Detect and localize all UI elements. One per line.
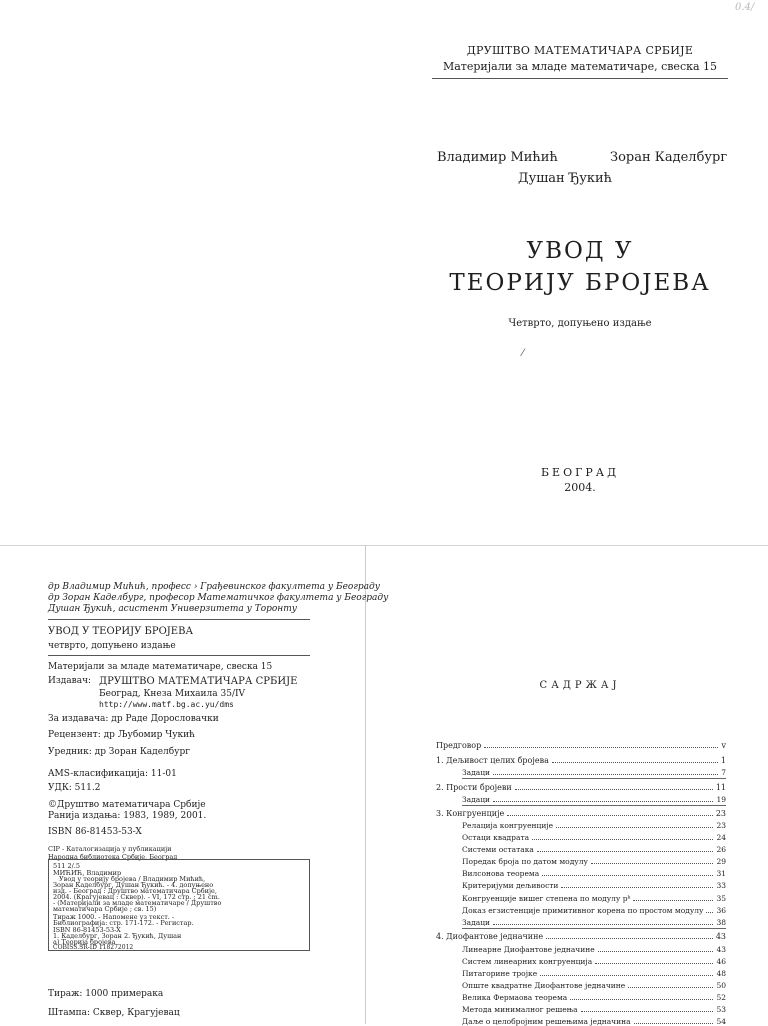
cip-line: 2004. (Крагујевац : Сквер). - VI, 172 стр. ; 21 cm.: [53, 893, 220, 901]
author-djukic: Душан Ђукић: [518, 171, 613, 186]
toc-entry-page: 54: [716, 1017, 726, 1026]
toc-leader-dots: [595, 963, 713, 964]
toc-entry: [436, 792, 726, 804]
toc-leader-dots: [507, 815, 713, 816]
ams-classification: AMS-класификација: 11-01: [48, 769, 177, 779]
toc-entry-label: Конгруенције вишег степена по модулу pᵏ: [462, 894, 631, 903]
publication-city: БЕОГРАД: [540, 466, 620, 479]
toc-entry: [436, 942, 726, 954]
copyright-series: Материјали за младе математичаре, свеска 15: [48, 662, 273, 672]
publication-year: 2004.: [564, 481, 596, 494]
reviewer: Рецензент: др Љубомир Чукић: [48, 730, 195, 740]
pencil-mark: ⁄: [522, 348, 524, 359]
author-info-3: Душан Ђукић, асистент Универзитета у Торонту: [48, 604, 297, 614]
author-micic: Владимир Мићић: [437, 150, 558, 165]
cip-line: Библиографија: стр. 171-172. - Регистар.: [53, 919, 194, 927]
toc-leader-dots: [493, 801, 713, 802]
toc-entry-label: Задаци: [462, 768, 491, 777]
publisher-name: ДРУШТВО МАТЕМАТИЧАРА СРБИЈЕ: [466, 44, 694, 57]
copyright-rule-1: [48, 619, 310, 620]
cip-line: 1. Каделбург, Зоран 2. Ђукић, Душан: [53, 932, 182, 940]
toc-entry-page: 33: [716, 881, 726, 890]
isbn: ISBN 86-81453-53-X: [48, 827, 142, 837]
toc-entry: [436, 753, 726, 765]
toc-leader-dots: [542, 875, 713, 876]
toc-entry-page: 38: [716, 918, 726, 927]
toc-leader-dots: [561, 887, 713, 888]
toc-entry-label: 1. Дељивост целих бројева: [436, 756, 549, 765]
toc-entry-label: Задаци: [462, 918, 491, 927]
toc-entry-page: 48: [716, 969, 726, 978]
copyright-rule-2: [48, 655, 310, 656]
editor: Уредник: др Зоран Каделбург: [48, 747, 190, 757]
page-divider-vertical: [365, 545, 366, 1024]
publisher-address: Београд, Кнеза Михаила 35/IV: [99, 689, 246, 699]
udk-code: УДК: 511.2: [48, 783, 101, 793]
page-divider-horizontal: [0, 545, 768, 546]
toc-section-rule: [462, 778, 726, 779]
toc-entry: [436, 954, 726, 966]
toc-entry: [436, 929, 726, 941]
toc-entry: [436, 854, 726, 866]
toc-entry-label: Даље о целобројним решењима једначина: [462, 1017, 631, 1026]
copyright-book-title: УВОД У ТЕОРИЈУ БРОЈЕВА: [48, 626, 194, 637]
toc-entry-label: Линеарне Диофантове једначине: [462, 945, 595, 954]
toc-entry-page: 23: [715, 809, 726, 818]
toc-entry-label: Питагорине тројке: [462, 969, 538, 978]
toc-entry-label: Задаци: [462, 795, 491, 804]
cip-line: изд. - Београд : Друштво математичара Србије,: [53, 887, 217, 895]
toc-entry: [436, 903, 726, 915]
toc-entry-page: 43: [716, 945, 726, 954]
toc-leader-dots: [540, 975, 713, 976]
toc-entry-page: 52: [716, 993, 726, 1002]
toc-entry: [436, 765, 726, 777]
cip-line: математичара Србије ; св. 15): [53, 905, 157, 913]
toc-leader-dots: [628, 987, 713, 988]
author-info-1: др Владимир Мићић, професс › Грађевинског факултета у Београду: [48, 582, 380, 592]
toc-entry-label: Критеријуми дељивости: [462, 881, 559, 890]
toc-entry: [436, 830, 726, 842]
header-rule: [432, 78, 728, 79]
toc-entry-page: 53: [716, 1005, 726, 1014]
book-title-line-2: ТЕОРИЈУ БРОЈЕВА: [449, 270, 711, 296]
toc-leader-dots: [598, 951, 714, 952]
toc-entry-page: 36: [716, 906, 726, 915]
toc-leader-dots: [493, 924, 713, 925]
publisher-url: http://www.matf.bg.ac.yu/dms: [99, 700, 234, 709]
toc-leader-dots: [706, 912, 713, 913]
toc-entry-page: 24: [716, 833, 726, 842]
toc-entry-page: 43: [715, 932, 726, 941]
copyright-edition: четврто, допуњено издање: [48, 641, 176, 651]
toc-entry-label: Остаци квадрата: [462, 833, 530, 842]
toc-entry-label: Поредак броја по датом модулу: [462, 857, 588, 866]
toc-entry: [436, 966, 726, 978]
copyright-notice: ©Друштво математичара Србије: [48, 800, 206, 810]
cip-line: Увод у теорију бројева / Владимир Мићић,: [59, 875, 206, 883]
toc-entry: [436, 842, 726, 854]
cip-line: а) Теорија бројева: [53, 938, 116, 946]
toc-leader-dots: [552, 762, 718, 763]
toc-entry-label: Релација конгруенције: [462, 821, 554, 830]
toc-entry-label: Систем линеарних конгруенција: [462, 957, 593, 966]
toc-leader-dots: [556, 827, 713, 828]
series-name: Материјали за младе математичаре, свеска 15: [442, 60, 718, 73]
printer: Штампа: Сквер, Крагујевац: [48, 1008, 180, 1018]
toc-entry-label: Предговор: [436, 741, 482, 750]
toc-entry: [436, 780, 726, 792]
author-info-2: др Зоран Каделбург, професор Математичког факултета у Београду: [48, 593, 389, 603]
toc-entry-page: 50: [716, 981, 726, 990]
book-title-line-1: УВОД У: [526, 238, 634, 264]
toc-leader-dots: [484, 747, 718, 748]
cip-line: Зоран Каделбург, Душан Ђукић. - 4. допуњено: [53, 881, 214, 889]
earlier-editions: Ранија издања: 1983, 1989, 2001.: [48, 811, 207, 821]
toc-entry: [436, 990, 726, 1002]
corner-mark: 0.4/: [735, 2, 755, 13]
publisher-label: Издавач:: [48, 676, 92, 686]
toc-entry-label: 2. Прости бројеви: [436, 783, 512, 792]
toc-entry-label: 3. Конгруенције: [436, 809, 505, 818]
edition-note: Четврто, допуњено издање: [508, 318, 652, 329]
toc-entry-page: 31: [716, 869, 726, 878]
toc-entry: [436, 915, 726, 927]
toc-entry-page: 23: [716, 821, 726, 830]
toc-entry: [436, 738, 726, 750]
toc-leader-dots: [537, 851, 714, 852]
toc-leader-dots: [570, 999, 713, 1000]
toc-entry-page: v: [721, 741, 726, 750]
cip-line: - (Материјали за младе математичаре / Друштво: [53, 899, 222, 907]
cip-line: 511 2/.5: [53, 862, 80, 870]
toc-entry-label: Велика Фермаова теорема: [462, 993, 568, 1002]
toc-entry-label: Доказ егзистенције примитивног корена по простом модулу: [462, 906, 704, 915]
toc-entry: [436, 1014, 726, 1026]
cip-line: COBISS.SR-ID 118272012: [53, 944, 134, 951]
print-run: Тираж: 1000 примерака: [48, 989, 164, 999]
contents-title: САДРЖАЈ: [539, 680, 621, 691]
toc-entry-label: Метода минималног решења: [462, 1005, 578, 1014]
toc-leader-dots: [515, 789, 713, 790]
toc-entry: [436, 818, 726, 830]
toc-entry-page: 7: [721, 768, 726, 777]
toc-leader-dots: [633, 900, 713, 901]
toc-entry-label: 4. Диофантове једначине: [436, 932, 544, 941]
toc-leader-dots: [493, 774, 718, 775]
toc-entry-label: Вилсонова теорема: [462, 869, 540, 878]
cip-line: Тираж 1000. - Напомене уз текст. -: [53, 913, 175, 921]
toc-entry-label: Опште квадратне Диофантове једначине: [462, 981, 626, 990]
cip-header-1: CIP - Каталогизација у публикацији: [48, 845, 172, 853]
toc-entry: [436, 1002, 726, 1014]
cip-line: ISBN 86-81453-53-X: [53, 926, 121, 934]
toc-entry-page: 19: [716, 795, 726, 804]
copyright-publisher: ДРУШТВО МАТЕМАТИЧАРА СРБИЈЕ: [99, 676, 298, 687]
toc-entry-page: 11: [715, 783, 726, 792]
toc-leader-dots: [532, 839, 713, 840]
toc-entry: [436, 806, 726, 818]
author-kadelburg: Зоран Каделбург: [610, 150, 728, 165]
toc-entry: [436, 891, 726, 903]
toc-entry-page: 26: [716, 845, 726, 854]
toc-entry-page: 46: [716, 957, 726, 966]
toc-entry: [436, 978, 726, 990]
toc-leader-dots: [591, 863, 714, 864]
for-publisher: За издавача: др Раде Дорословачки: [48, 714, 219, 724]
toc-entry-label: Системи остатака: [462, 845, 534, 854]
toc-leader-dots: [546, 938, 713, 939]
toc-entry: [436, 878, 726, 890]
toc-entry: [436, 866, 726, 878]
toc-leader-dots: [581, 1011, 714, 1012]
toc-entry-page: 29: [716, 857, 726, 866]
toc-entry-page: 35: [716, 894, 726, 903]
cip-line: МИЋИЋ, Владимир: [53, 869, 122, 877]
cip-header-2: Народна библиотека Србије, Београд: [48, 853, 178, 861]
cip-record-box: [48, 859, 310, 951]
toc-entry-page: 1: [720, 756, 726, 765]
